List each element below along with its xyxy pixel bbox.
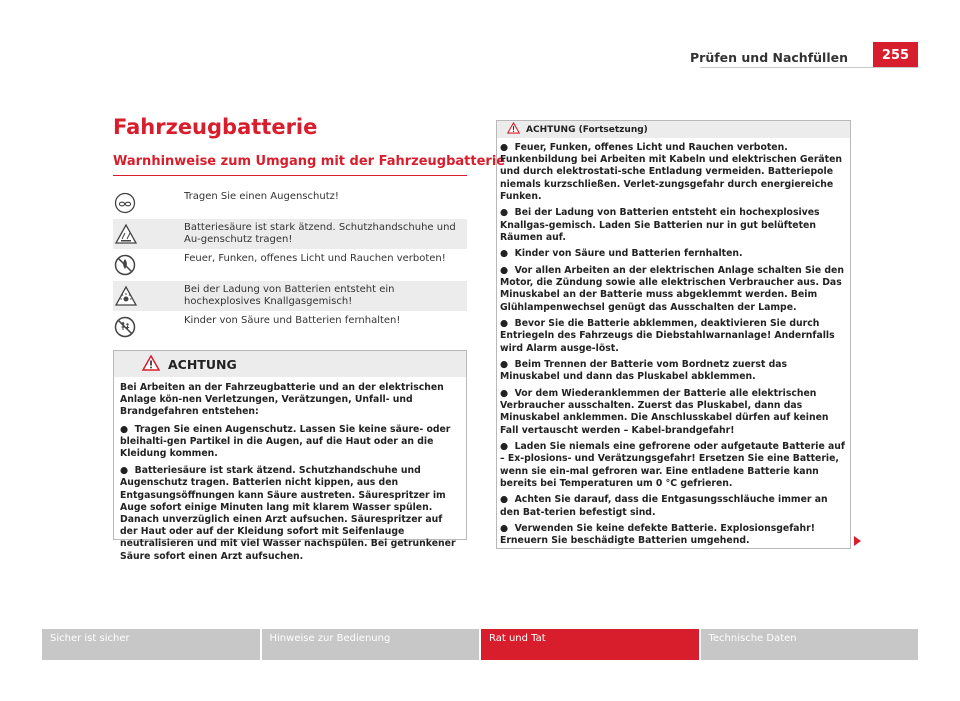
footer-tab-hinweise[interactable]: Hinweise zur Bedienung (262, 629, 480, 660)
warning-row (113, 219, 467, 249)
achtung-continued-header (497, 121, 850, 138)
list-item: ● Bei der Ladung von Batterien entsteht ein hochexplosives Knallgas-gemisch. Laden Sie Batterien nur in gut belüfteten Räumen auf. (500, 207, 820, 243)
list-item: ● Achten Sie darauf, dass die Entgasungsschläuche immer an den Bat-terien befestigt sind. (500, 494, 828, 518)
warning-text: Batteriesäure ist stark ätzend. Schutzhandschuhe und Au-genschutz tragen! (184, 222, 456, 245)
list-item: ● Bevor Sie die Batterie abklemmen, deaktivieren Sie durch Entriegeln des Fahrzeugs die Diebstahlwarnanlage! Andernfalls wird Alarm ausge-löst. (500, 318, 835, 354)
list-item: ● Vor dem Wiederanklemmen der Batterie alle elektrischen Verbraucher ausschalten. Zuerst das Pluskabel, dann das Minuskabel anklemmen. Die Anschlusskabel dürfen auf keinen Fall vertauscht werden – Kabel-brandgefahr! (500, 388, 829, 436)
list-item: ● Batteriesäure ist stark ätzend. Schutzhandschuhe und Augenschutz tragen. Batterien nicht kippen, aus den Entgasungsöffnungen kann Säure austreten. Säurespritzer im Auge sofort einige Minuten lang mit klarem Wasser spülen. Danach unverzüglich einen Arzt aufsuchen. Säurespritzer auf der Haut oder auf der Kleidung sofort mit Seifenlauge neutralisieren und mit viel Wasser nachspülen. Bei getrunkener Säure sofort einen Arzt aufsuchen. (120, 465, 456, 562)
warning-triangle-icon (142, 355, 160, 374)
continue-arrow-icon (854, 536, 861, 546)
subtitle-rule (113, 175, 467, 176)
section-title: Prüfen und Nachfüllen (690, 50, 848, 65)
explosive-gas-icon (113, 281, 184, 311)
achtung-continued-box (496, 120, 851, 549)
list-item: ● Laden Sie niemals eine gefrorene oder aufgetaute Batterie auf – Ex-plosions- und Verätzungsgefahr! Ersetzen Sie eine Batterie, wenn sie ein-mal gefroren war. Eine entladene Batterie kann bereits bei Temperaturen um 0 °C gefrieren. (500, 441, 845, 489)
achtung-body (114, 377, 466, 573)
achtung-continued-body (497, 138, 850, 548)
achtung-header (114, 351, 466, 377)
achtung-intro: Bei Arbeiten an der Fahrzeugbatterie und an der elektrischen Anlage kön-nen Verletzungen, Verätzungen, Unfall- und Brandgefahren entstehen: (120, 382, 444, 418)
list-item: ● Tragen Sie einen Augenschutz. Lassen Sie keine säure- oder bleihalti-gen Partikel in die Augen, auf die Haut oder an die Kleidung kommen. (120, 423, 451, 460)
warning-row (113, 250, 467, 280)
footer-tab-rat-und-tat[interactable]: Rat und Tat (481, 629, 699, 660)
list-item: ● Kinder von Säure und Batterien fernhalten. (500, 248, 743, 260)
warning-row (113, 188, 467, 218)
list-item: ● Vor allen Arbeiten an der elektrischen Anlage schalten Sie den Motor, die Zündung sowie alle elektrischen Verbraucher aus. Das Minuskabel an der Batterie muss abgeklemmt werden. Beim Glühlampenwechsel genügt das Ausschalten der Lampe. (500, 265, 844, 313)
header-rule (700, 67, 918, 68)
warning-text: Kinder von Säure und Batterien fernhalten! (184, 315, 401, 326)
footer-nav (42, 629, 918, 660)
achtung-continued-heading: ACHTUNG (Fortsetzung) (526, 124, 648, 135)
achtung-heading: ACHTUNG (168, 356, 237, 372)
list-item: ● Beim Trennen der Batterie vom Bordnetz zuerst das Minuskabel und dann das Pluskabel abklemmen. (500, 359, 788, 383)
page-title: Fahrzeugbatterie (113, 115, 318, 139)
corrosive-acid-icon (113, 219, 184, 249)
footer-tab-sicher[interactable]: Sicher ist sicher (42, 629, 260, 660)
warning-row (113, 312, 467, 342)
warning-triangle-icon (507, 122, 520, 137)
footer-tab-technische-daten[interactable]: Technische Daten (701, 629, 919, 660)
achtung-box (113, 350, 467, 562)
warning-text: Feuer, Funken, offenes Licht und Rauchen verboten! (184, 253, 446, 264)
section-subtitle: Warnhinweise zum Umgang mit der Fahrzeugbatterie (113, 154, 506, 169)
no-fire-icon (113, 250, 184, 280)
eye-protection-icon (113, 188, 184, 218)
warning-text: Tragen Sie einen Augenschutz! (184, 191, 339, 202)
keep-away-children-icon (113, 312, 184, 342)
page-number: 255 (873, 42, 918, 68)
warning-row (113, 281, 467, 311)
list-item: ● Verwenden Sie keine defekte Batterie. Explosionsgefahr! Erneuern Sie beschädigte Batterien umgehend. (500, 523, 815, 547)
list-item: ● Feuer, Funken, offenes Licht und Rauchen verboten. Funkenbildung bei Arbeiten mit Kabeln und elektrischen Geräten und durch elektrostati-sche Entladung vermeiden. Batteriepole niemals kurzschließen. Verlet-zungsgefahr durch energiereiche Funken. (500, 142, 843, 202)
warning-text: Bei der Ladung von Batterien entsteht ein hochexplosives Knallgasgemisch! (184, 284, 395, 307)
warnings-table (113, 188, 467, 343)
